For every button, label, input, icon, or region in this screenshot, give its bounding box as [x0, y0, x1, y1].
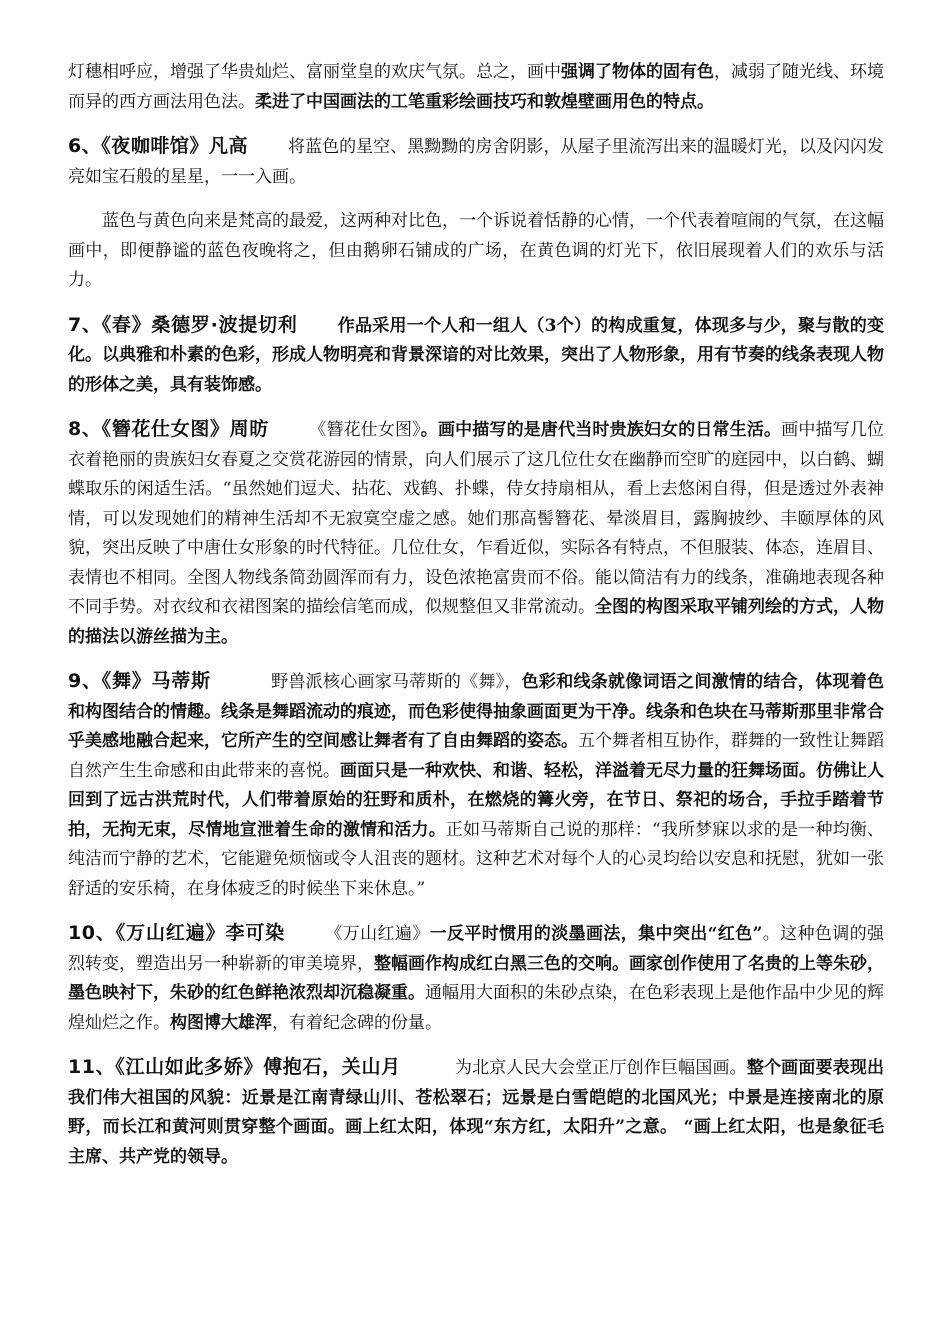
section-10-paragraph: 10、《万山红遍》李可染 《万山红遍》一反平时惯用的淡墨画法，集中突出“红色”。这种色调的强烈转变，塑造出另一种崭新的审美境界，整幅画作构成红白黑三色的交响。画家创作使用了名贵的上等朱砂，墨色映衬下，朱砂的红色鲜艳浓烈却沉稳凝重。通幅用大面积的朱砂点染，在色彩表现上是他作品中少见的辉煌灿烂之作。构图博大雄浑，有着纪念碑的份量。: [68, 922, 884, 1033]
section-7-heading: 7、《春》桑德罗·波提切利: [68, 313, 298, 336]
intro-paragraph: 灯穗相呼应，增强了华贵灿烂、富丽堂皇的欢庆气氛。总之，画中强调了物体的固有色，减弱了随光线、环境而异的西方画法用色法。柔进了中国画法的工笔重彩绘画技巧和敦煌壁画用色的特点。: [68, 62, 884, 112]
section-9-paragraph: 9、《舞》马蒂斯 野兽派核心画家马蒂斯的《舞》，色彩和线条就像词语之间激情的结合，体现着色和构图结合的情趣。线条是舞蹈流动的痕迹，而色彩使得抽象画面更为干净。线条和色块在马蒂斯那里非常合乎美感地融合起来，它所产生的空间感让舞者有了自由舞蹈的姿态。五个舞者相互协作，群舞的一致性让舞蹈自然产生生命感和由此带来的喜悦。画面只是一种欢快、和谐、轻松，洋溢着无尽力量的狂舞场面。仿佛让人回到了远古洪荒时代，人们带着原始的狂野和质朴，在燃烧的篝火旁，在节日、祭祀的场合，手拉手踏着节拍，无拘无束，尽情地宣泄着生命的激情和活力。正如马蒂斯自己说的那样：“我所梦寐以求的是一种均衡、纯洁而宁静的艺术，它能避免烦恼或令人沮丧的题材。这种艺术对每个人的心灵均给以安息和抚慰，犹如一张舒适的安乐椅，在身体疲乏的时候坐下来休息。”: [68, 670, 885, 899]
section-6-body: 蓝色与黄色向来是梵高的最爱，这两种对比色，一个诉说着恬静的心情，一个代表着喧闹的气氛，在这幅画中，即便静谧的蓝色夜晚将之，但由鹅卵石铺成的广场，在黄色调的灯光下，依旧展现着人们的欢乐与活力。: [68, 211, 884, 290]
section-11-heading: 11、《江山如此多娇》傅抱石，关山月: [68, 1056, 401, 1078]
section-8-paragraph: 8、《簪花仕女图》周昉 《簪花仕女图》。画中描写的是唐代当时贵族妇女的日常生活。画中描写几位衣着艳丽的贵族妇女春夏之交赏花游园的情景，向人们展示了这几位仕女在幽静而空旷的庭园中，以白鹤、蝴蝶取乐的闲适生活。“虽然她们逗犬、拈花、戏鹤、扑蝶，侍女持扇相从，看上去悠闲自得，但是透过外表神情，可以发现她们的精神生活却不无寂寞空虚之感。她们那高髻簪花、晕淡眉目，露胸披纱、丰颐厚体的风貌，突出反映了中唐仕女形象的时代特征。几位仕女，乍看近似，实际各有特点，不但服装、体态，连眉目、表情也不相同。全图人物线条简劲圆浑而有力，设色浓艳富贵而不俗。能以简洁有力的线条，准确地表现各种不同手势。对衣纹和衣裙图案的描绘信笔而成，似规整但又非常流动。全图的构图采取平铺列绘的方式，人物的描法以游丝描为主。: [68, 418, 884, 647]
section-9-heading: 9、《舞》马蒂斯: [68, 670, 211, 692]
section-6-paragraph: 6、《夜咖啡馆》凡高 将蓝色的星空、黑黝黝的房舍阴影，从屋子里流泻出来的温暖灯光，以及闪闪发亮如宝石般的星星，一一入画。: [68, 135, 884, 187]
section-8-heading: 8、《簪花仕女图》周昉: [68, 418, 269, 440]
section-10-heading: 10、《万山红遍》李可染: [68, 922, 286, 944]
section-11-paragraph: 11、《江山如此多娇》傅抱石，关山月 为北京人民大会堂正厅创作巨幅国画。整个画面要表现出我们伟大祖国的风貌：近景是江南青绿山川、苍松翠石；远景是白雪皑皑的北国风光；中景是连接南北的原野，而长江和黄河则贯穿整个画面。画上红太阳，体现“东方红，太阳升”之意。 “画上红太阳，也是象征毛主席、共产党的领导。: [68, 1056, 885, 1167]
document-page: [68, 58, 884, 1187]
section-6-heading: 6、《夜咖啡馆》凡高: [68, 135, 249, 157]
section-7-paragraph: 7、《春》桑德罗·波提切利 作品采用一个人和一组人（3个）的构成重复，体现多与少，聚与散的变化。以典雅和朴素的色彩，形成人物明亮和背景深谙的对比效果，突出了人物形象，用有节奏的线条表现人物的形体之美，具有装饰感。: [68, 313, 884, 395]
